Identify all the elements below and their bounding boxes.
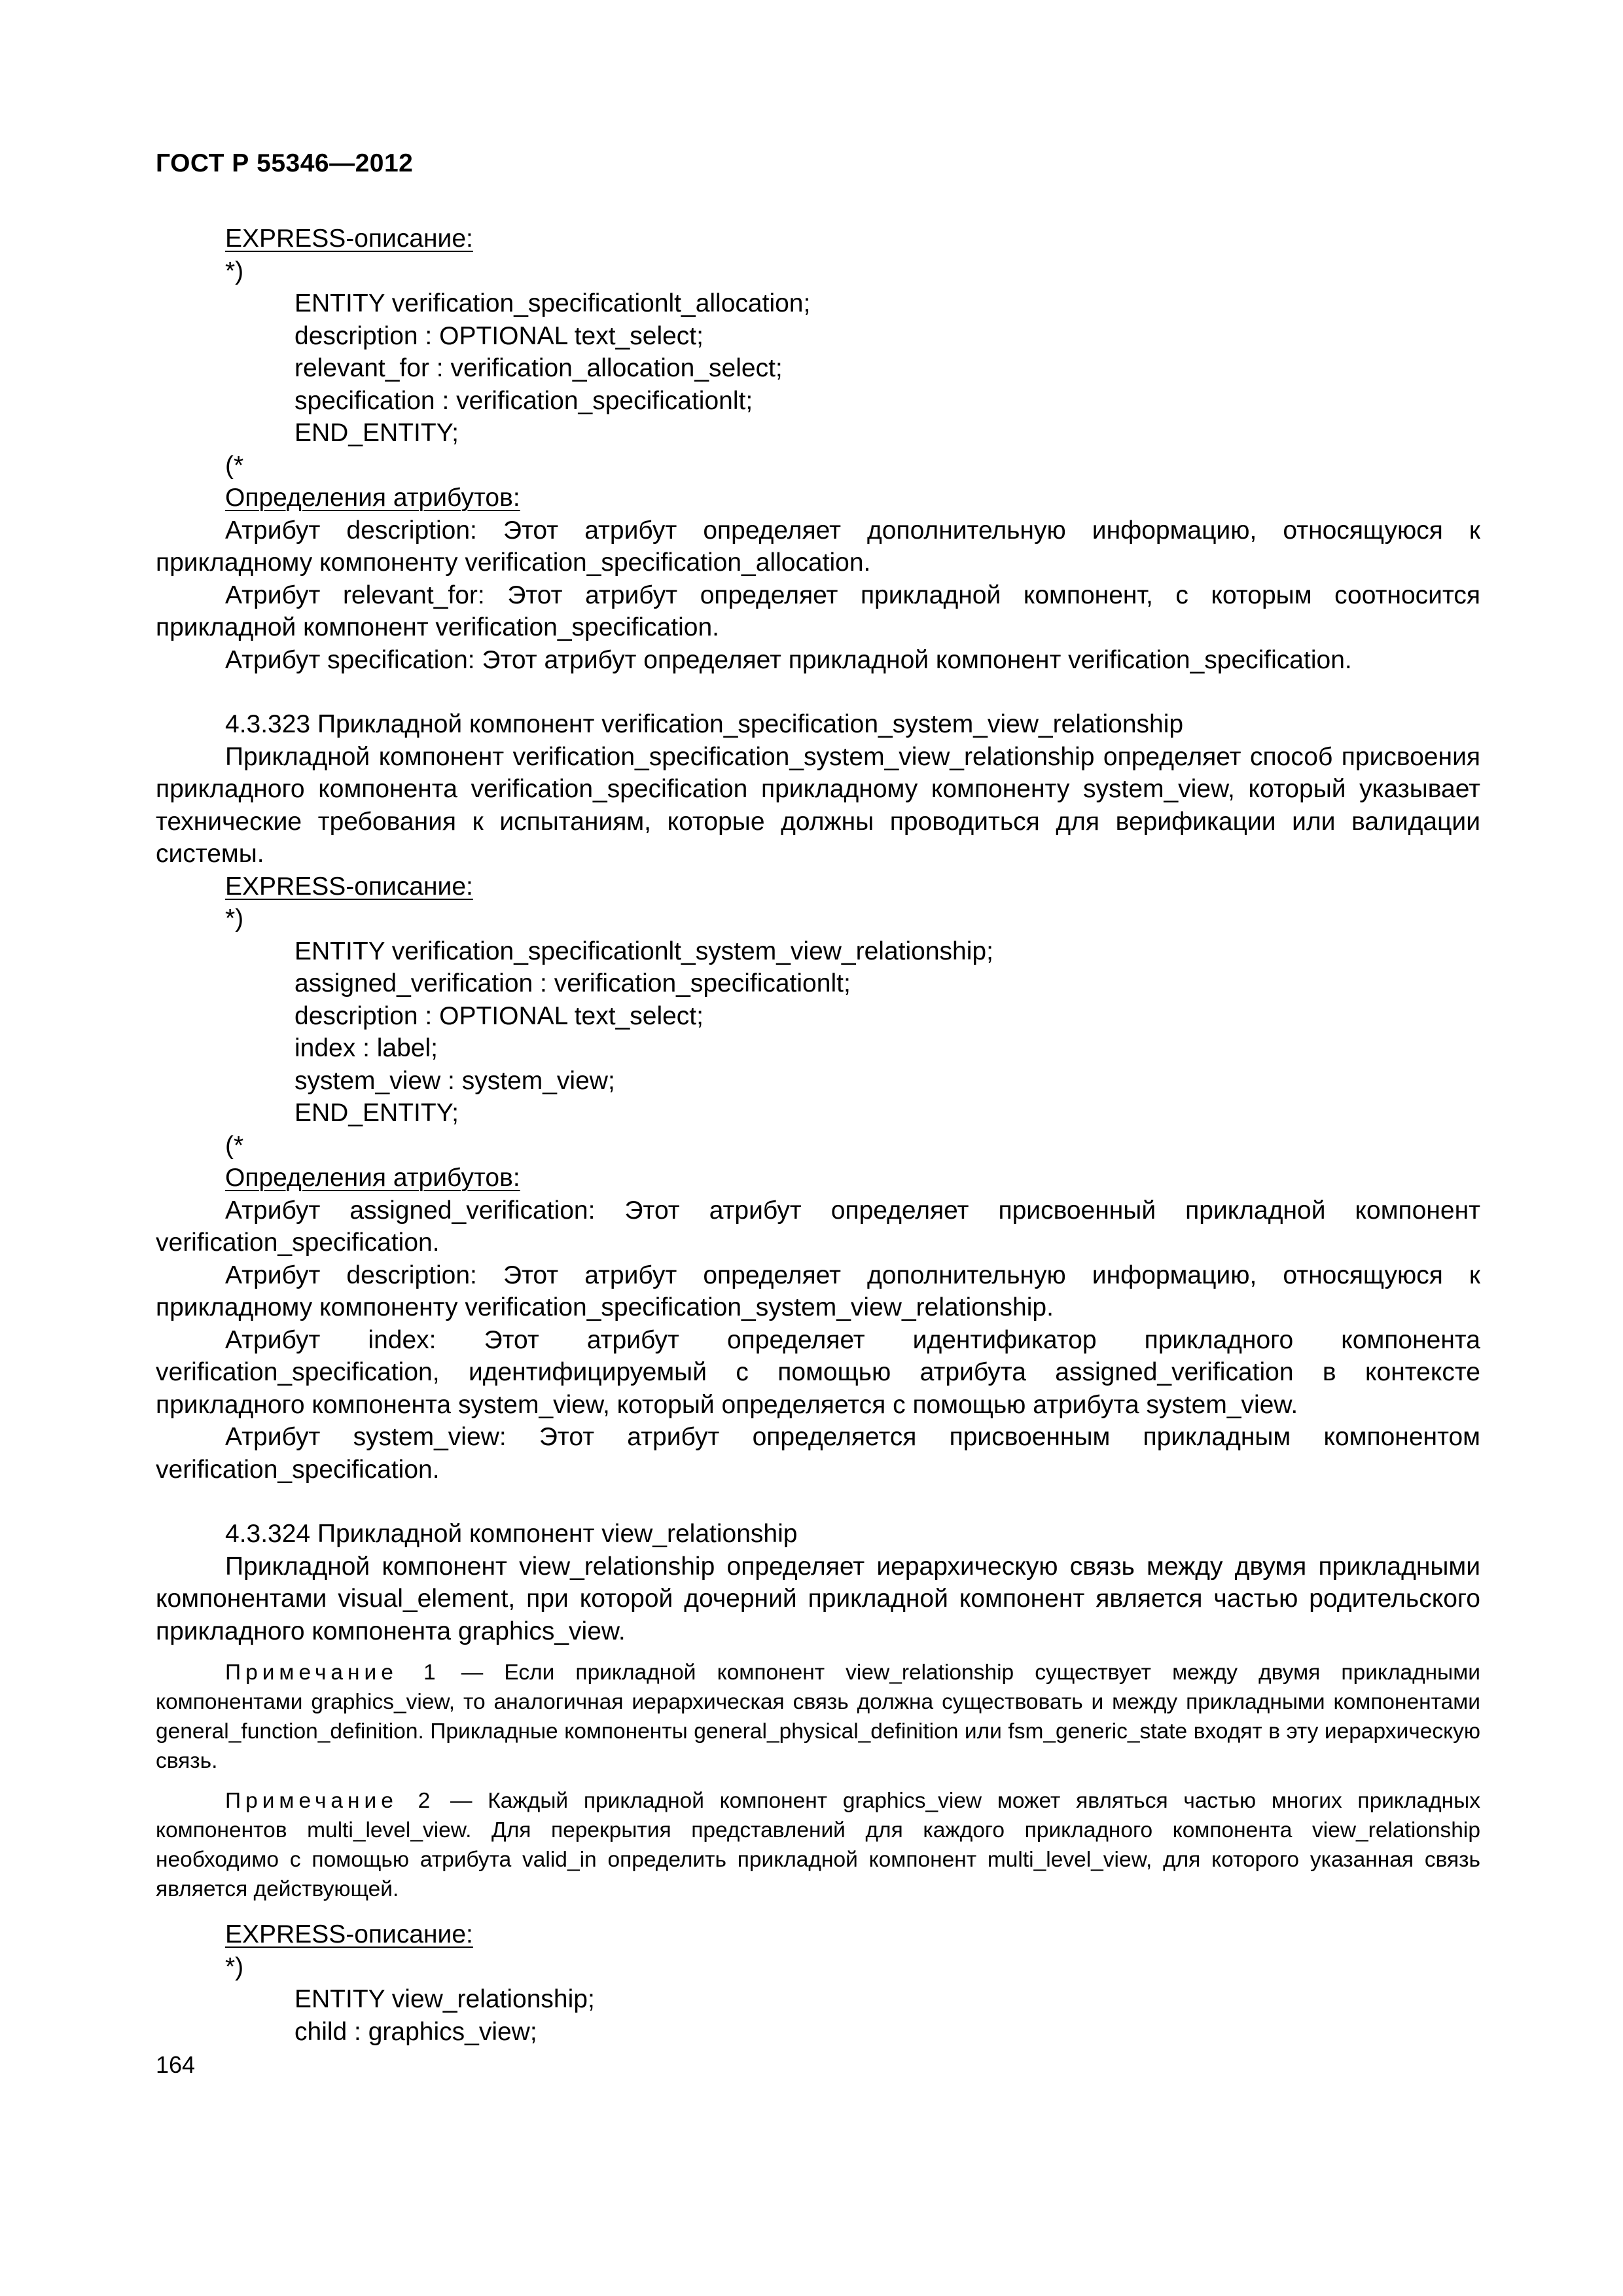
code-line: description : OPTIONAL text_select;: [294, 1001, 704, 1030]
comment-open: *): [225, 905, 244, 933]
attribute-definition: Атрибут description: Этот атрибут определяет дополнительную информацию, относящуюся к прикладному компоненту verification_specification_system_view_relationship.: [156, 1261, 1480, 1321]
attribute-definition: Атрибут assigned_verification: Этот атрибут определяет присвоенный прикладной компонент verification_specification.: [156, 1196, 1480, 1257]
attribute-definition: Атрибут relevant_for: Этот атрибут определяет прикладной компонент, с которым соотносится прикладной компонент verification_specification.: [156, 581, 1480, 641]
code-line: ENTITY verification_specificationlt_allocation;: [294, 289, 811, 317]
section-heading: 4.3.323 Прикладной компонент verification_specification_system_view_relationship: [225, 710, 1184, 738]
page-content: [156, 223, 1480, 2048]
express-label: EXPRESS-описание:: [225, 872, 473, 901]
attribute-definitions-label: Определения атрибутов:: [225, 484, 520, 512]
note-label: Примечание 1: [225, 1660, 440, 1685]
comment-close: (*: [225, 451, 244, 480]
attribute-definition: Атрибут index: Этот атрибут определяет идентификатор прикладного компонента verification_specification, идентифицируемый с помощью атрибута assigned_verification в контексте прикладного компонента system_view, который определяется с помощью атрибута system_view.: [156, 1325, 1480, 1419]
note-label: Примечание 2: [225, 1789, 435, 1813]
code-line: system_view : system_view;: [294, 1066, 615, 1095]
comment-open: *): [225, 257, 244, 285]
note-text: — Если прикладной компонент view_relationship существует между двумя прикладными компонентами graphics_view, то аналогичная иерархическая связь должна существовать и между прикладными компонентами general_function_definition. Прикладные компоненты general_physical_definition или fsm_generic_state входят в эту иерархическую связь.: [156, 1660, 1480, 1773]
code-line: child : graphics_view;: [294, 2017, 537, 2046]
page-number: 164: [156, 2051, 196, 2078]
attribute-definition: Атрибут description: Этот атрибут определяет дополнительную информацию, относящуюся к прикладному компоненту verification_specification_allocation.: [156, 516, 1480, 577]
comment-open: *): [225, 1952, 244, 1981]
section-heading: 4.3.324 Прикладной компонент view_relationship: [225, 1520, 798, 1548]
note: [156, 1786, 1480, 1904]
code-line: END_ENTITY;: [294, 1099, 459, 1127]
comment-close: (*: [225, 1131, 244, 1160]
code-line: description : OPTIONAL text_select;: [294, 321, 704, 350]
code-line: assigned_verification : verification_specificationlt;: [294, 969, 851, 997]
document-header: ГОСТ Р 55346—2012: [156, 149, 414, 177]
code-line: relevant_for : verification_allocation_select;: [294, 354, 783, 382]
code-line: ENTITY view_relationship;: [294, 1985, 595, 2013]
code-line: END_ENTITY;: [294, 419, 459, 447]
express-label: EXPRESS-описание:: [225, 1920, 473, 1948]
note-text: — Каждый прикладной компонент graphics_view может являться частью многих прикладных компонентов multi_level_view. Для перекрытия представлений для каждого прикладного компонента view_relationship необходимо с помощью атрибута valid_in определить прикладной компонент multi_level_view, для которого указанная связь является действующей.: [156, 1789, 1480, 1901]
section-body: Прикладной компонент view_relationship определяет иерархическую связь между двумя прикладными компонентами visual_element, при которой дочерний прикладной компонент является частью родительского прикладного компонента graphics_view.: [156, 1552, 1480, 1645]
section-body: Прикладной компонент verification_specification_system_view_relationship определяет способ присвоения прикладного компонента verification_specification прикладному компоненту system_view, который указывает технические требования к испытаниям, которые должны проводиться для верификации или валидации системы.: [156, 742, 1480, 868]
note: [156, 1658, 1480, 1776]
code-line: ENTITY verification_specificationlt_system_view_relationship;: [294, 937, 993, 965]
attribute-definition: Атрибут specification: Этот атрибут определяет прикладной компонент verification_specification.: [225, 645, 1352, 674]
attribute-definition: Атрибут system_view: Этот атрибут определяется присвоенным прикладным компонентом verification_specification.: [156, 1423, 1480, 1484]
code-line: index : label;: [294, 1034, 438, 1062]
code-line: specification : verification_specificationlt;: [294, 386, 753, 415]
attribute-definitions-label: Определения атрибутов:: [225, 1164, 520, 1192]
express-label: EXPRESS-описание:: [225, 224, 473, 253]
